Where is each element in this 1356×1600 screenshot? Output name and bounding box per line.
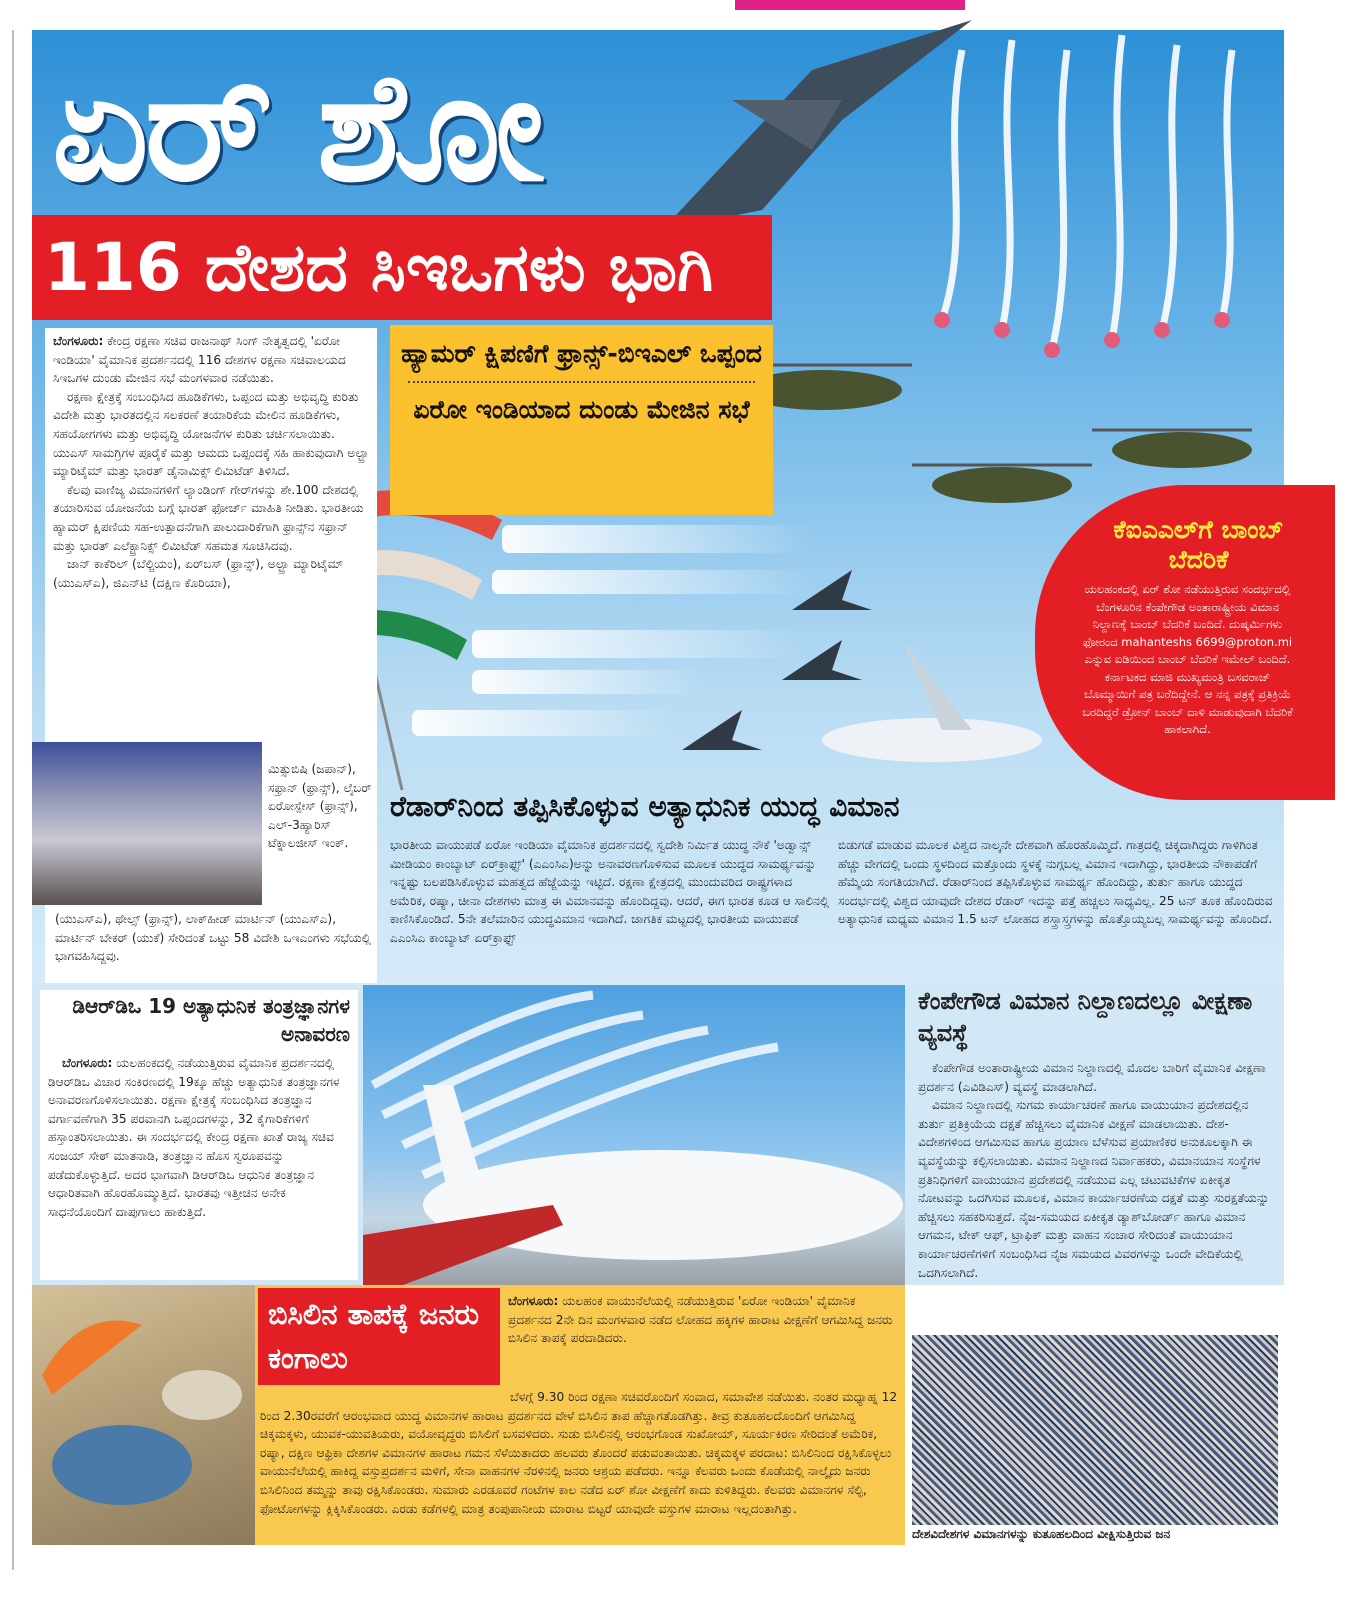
lead-article-tail: (ಯುಎಸ್‌ಎ), ಥೇಲ್ಸ್ (ಫ್ರಾನ್ಸ್), ಲಾಕ್‌ಹೀಡ್ ಮಾರ್ಟಿನ್ (ಯುಎಸ್‌ಎ), ಮಾರ್ಟಿನ್ ಬೇಕರ್ (ಯುಕೆ) ಸೇರಿದಂತೆ ಒಟ್ಟು 58 ವಿದೇಶಿ ಒಇಎಂಗಳು ಸಭೆಯಲ್ಲಿ ಭಾಗವಹಿಸಿದ್ದವು. — [55, 912, 372, 964]
aerobatic-contrails — [902, 30, 1282, 370]
kia-article — [912, 985, 1284, 1335]
highlight-headline: ಹ್ಯಾಮರ್ ಕ್ಷಿಪಣಿಗೆ ಫ್ರಾನ್ಸ್-ಬಿಇಎಲ್ ಒಪ್ಪಂದ — [401, 339, 762, 368]
crowd-photo-caption: ದೇಶವಿದೇಶಗಳ ವಿಮಾನಗಳನ್ನು ಕುತೂಹಲದಿಂದ ವೀಕ್ಷಿಸುತ್ತಿರುವ ಜನ — [912, 1527, 1171, 1541]
drdo-article — [40, 990, 358, 1280]
radar-article-col1: ಭಾರತೀಯ ವಾಯುಪಡೆ ಏರೋ ಇಂಡಿಯಾ ವೈಮಾನಿಕ ಪ್ರದರ್ಶನದಲ್ಲಿ ಸ್ವದೇಶಿ ನಿರ್ಮಿತ ಯುದ್ಧ ನೌಕೆ 'ಅಡ್ವಾನ್ಸ್ ಮೀಡಿಯಂ ಕಾಂಬ್ಯಾಟ್ ಏರ್‌ಕ್ರಾಫ್ಟ್' (ಎಎಂಸಿಎ)ಅನ್ನು ಅನಾವರಣಗೊಳಿಸುವ ಮೂಲಕ ಯುದ್ಧದ ಸಾಮರ್ಥ್ಯವನ್ನು ಇನ್ನಷ್ಟು ಬಲಪಡಿಸಿಕೊಳ್ಳುವ ಮಹತ್ವದ ಹೆಜ್ಜೆಯನ್ನು ಇಟ್ಟಿದೆ. ರಕ್ಷಣಾ ಕ್ಷೇತ್ರದಲ್ಲಿ ಮುಂದುವರಿದ ರಾಷ್ಟ್ರಗಳಾದ ಅಮೆರಿಕ, ರಷ್ಯಾ, ಚೀನಾ ದೇಶಗಳು ಮಾತ್ರ ಈ ವಿಮಾನವನ್ನು ಹೊಂದಿದ್ದವು. ಆದರೆ, ಈಗ ಭಾರತ ಕೂಡ ಆ ಸಾಲಿನಲ್ಲಿ ಕಾಣಿಸಿಕೊಂಡಿದೆ. 5ನೇ ತಲೆಮಾರಿನ ಯುದ್ಧವಿಮಾನ ಇದಾಗಿದೆ. ಜಾಗತಿಕ ಮಟ್ಟದಲ್ಲಿ ಭಾರತೀಯ ವಾಯುಪಡೆ ಎಎಂಸಿಎ ಕಾಂಬ್ಯಾಟ್ ಏರ್‌ಕ್ರಾಫ್ಟ್ — [390, 838, 830, 945]
heat-para: ಯಲಹಂಕ ವಾಯುನೆಲೆಯಲ್ಲಿ ನಡೆಯುತ್ತಿರುವ 'ಏರೋ ಇಂಡಿಯಾ' ವೈಮಾನಿಕ ಪ್ರದರ್ಶನದ 2ನೇ ದಿನ ಮಂಗಳವಾರ ನಡೆದ ಲೋಹದ ಹಕ್ಕಿಗಳ ಹಾರಾಟ ವೀಕ್ಷಣೆಗೆ ಆಗಮಿಸಿದ್ದ ಜನರು ಬಿಸಿಲಿನ ತಾಪಕ್ಕೆ ಪರದಾಡಿದರು. — [508, 1294, 893, 1346]
lead-para: ಕೆಲವು ವಾಣಿಜ್ಯ ವಿಮಾನಗಳಿಗೆ ಲ್ಯಾಂಡಿಂಗ್ ಗೇರ್‌ಗಳನ್ನು ಶೇ.100 ದೇಶದಲ್ಲಿ ತಯಾರಿಸುವ ಯೋಜನೆಯ ಬಗ್ಗೆ ಭಾರತ್ ಫೋರ್ಜ್ ಮಾಹಿತಿ ನೀಡಿತು. ಭಾರತೀಯ ಹ್ಯಾಮರ್ ಕ್ಷಿಪಣಿಯ ಸಹ-ಉತ್ಪಾದನೆಗಾಗಿ ಪಾಲುದಾರಿಕೆಗಾಗಿ ಫ್ರಾನ್ಸ್‌ನ ಸಫ್ರಾನ್ ಮತ್ತು ಭಾರತ್ ಎಲೆಕ್ಟ್ರಾನಿಕ್ಸ್ ಲಿಮಿಟೆಡ್ ಸಹಮತ ಸೂಚಿಸಿದವು. — [53, 482, 364, 553]
radar-article-title: ರೆಡಾರ್‌ನಿಂದ ತಪ್ಪಿಸಿಕೊಳ್ಳುವ ಅತ್ಯಾಧುನಿಕ ಯುದ್ಧ ವಿಮಾನ — [390, 790, 900, 823]
lead-article-side: ಮಿತ್ಸುಬಿಷಿ (ಜಪಾನ್), ಸಫ್ರಾನ್ (ಫ್ರಾನ್ಸ್), ಲೈಬರ್ ಏರೋಸ್ಪೇಸ್ (ಫ್ರಾನ್ಸ್), ಎಲ್-3ಹ್ಯಾರಿಸ್ ಟೆಕ್ನಾಲಜೀಸ್ ಇಂಕ್. — [268, 762, 372, 851]
highlight-box — [390, 325, 773, 515]
people-under-umbrella-photo — [32, 1285, 255, 1545]
drdo-text: ಯಲಹಂಕದಲ್ಲಿ ನಡೆಯುತ್ತಿರುವ ವೈಮಾನಿಕ ಪ್ರದರ್ಶನದಲ್ಲಿ ಡಿಆರ್‌ಡಿಒ ವಿಚಾರ ಸಂಕಿರಣದಲ್ಲಿ 19ಕ್ಕೂ ಹೆಚ್ಚು ಅತ್ಯಾಧುನಿಕ ತಂತ್ರಜ್ಞಾನಗಳ ಅನಾವರಣಗೊಳಿಸಲಾಯಿತು. ರಕ್ಷಣಾ ಕ್ಷೇತ್ರಕ್ಕೆ ಸಂಬಂಧಿಸಿದ ತಂತ್ರಜ್ಞಾನ ವರ್ಗಾವಣೆಗಾಗಿ 35 ಪರವಾನಗಿ ಒಪ್ಪಂದಗಳನ್ನು, 32 ಕೈಗಾರಿಕೆಗಳಿಗೆ ಹಸ್ತಾಂತರಿಸಲಾಯಿತು. ಈ ಸಂದರ್ಭದಲ್ಲಿ ಕೇಂದ್ರ ರಕ್ಷಣಾ ಖಾತೆ ರಾಜ್ಯ ಸಚಿವ ಸಂಜಯ್ ಸೇಠ್ ಮಾತನಾಡಿ, ತಂತ್ರಜ್ಞಾನ ಹೊಸ ಸ್ವರೂಪವನ್ನು ಪಡೆದುಕೊಳ್ಳುತ್ತಿದೆ. ಅದರ ಭಾಗವಾಗಿ ಡಿಆರ್‌ಡಿಒ ಆಧುನಿಕ ತಂತ್ರಜ್ಞಾನ ಆಧಾರಿತವಾಗಿ ಹೊರಹೊಮ್ಮುತ್ತಿದೆ. ಭಾರತವು ಇತ್ತೀಚಿನ ಅನೇಕ ಸಾಧನೆಯೊಂದಿಗೆ ದಾಪುಗಾಲು ಹಾಕುತ್ತಿದೆ. — [48, 1056, 340, 1219]
page-margin-line — [12, 30, 14, 1570]
heat-article-lead — [508, 1292, 903, 1348]
bomb-threat-title: ಕೆಐಎಎಲ್‌ಗೆ ಬಾಂಬ್ ಬೆದರಿಕೆ — [1113, 515, 1284, 574]
heat-para: ಬೆಳಗ್ಗೆ 9.30 ರಿಂದ ರಕ್ಷಣಾ ಸಚಿವರೊಂದಿಗೆ ಸಂವಾದ, ಸಮಾವೇಶ ನಡೆಯಿತು. ನಂತರ ಮಧ್ಯಾಹ್ನ 12 ರಿಂದ 2.30ರವರೆಗೆ ಆರಂಭವಾದ ಯುದ್ಧ ವಿಮಾನಗಳ ಹಾರಾಟ ಪ್ರದರ್ಶನದ ವೇಳೆ ಬಿಸಿಲಿನ ತಾಪ ಹೆಚ್ಚಾಗತೊಡಗಿತ್ತು. ತೀವ್ರ ಕುತೂಹಲದೊಂದಿಗೆ ಆಗಮಿಸಿದ್ದ ಚಿಕ್ಕಮಕ್ಕಳು, ಯುವಕ-ಯುವತಿಯರು, ವಯೋವೃದ್ಧರು ಬಿಸಿಲಿಗೆ ಬಸವಳಿದರು. ಸುಡು ಬಿಸಿಲಿನಲ್ಲಿ ಆರಂಭಗೊಂಡ ಸುಖೋಯ್, ಸೂರ್ಯಕಿರಣ ಸೇರಿದಂತೆ ಅಮೆರಿಕ, ರಷ್ಯಾ, ದಕ್ಷಿಣ ಆಫ್ರಿಕಾ ದೇಶಗಳ ವಿಮಾನಗಳ ಹಾರಾಟ ಗಮನ ಸೆಳೆಯಿತಾದರು ಹಲವರು ತೊಂದರೆ ಪಡುವಂತಾಯಿತು. ಚಿಕ್ಕಮಕ್ಕಳ ಪರದಾಟ: ಬಿಸಿಲಿನಿಂದ ರಕ್ಷಿಸಿಕೊಳ್ಳಲು ವಾಯುನೆಲೆಯಲ್ಲಿ ಹಾಕಿದ್ದ ವಸ್ತುಪ್ರದರ್ಶನ ಮಳಿಗೆ, ಸೇನಾ ವಾಹನಗಳ ನೆರಳಿನಲ್ಲಿ ಜನರು ಆಶ್ರಯ ಪಡೆದರು. ಇನ್ನೂ ಕೆಲವರು ಒಂದು ಕೊಡೆಯಲ್ಲಿ ನಾಲ್ಕೈದು ಜನರು ಬಿಸಿಲಿನಿಂದ ತಮ್ಮನ್ನು ತಾವು ರಕ್ಷಿಸಿಕೊಂಡರು. ಸುಮಾರು ಎರಡೂವರೆ ಗಂಟೆಗಳ ಕಾಲ ನಡೆದ ಏರ್ ಶೋ ವೀಕ್ಷಣೆಗೆ ಕಾದು ಕುಳಿತಿದ್ದರು. ಕೆಲವರು ವಿಮಾನಗಳ ಸೆಲ್ಫಿ, ಫೋಟೋಗಳನ್ನು ಕ್ಲಿಕ್ಕಿಸಿಕೊಂಡರು. ಎರಡು ಕಡೆಗಳಲ್ಲಿ ಮಾತ್ರ ತಂಪುಪಾನೀಯ ಮಾರಾಟ ಬಿಟ್ಟರೆ ಯಾವುದೇ ವಸ್ತುಗಳ ಮಾರಾಟ ಇಲ್ಲದಂತಾಗಿತ್ತು. — [260, 1390, 898, 1516]
radar-article-col2: ಬಿಡುಗಡೆ ಮಾಡುವ ಮೂಲಕ ವಿಶ್ವದ ನಾಲ್ಕನೇ ದೇಶವಾಗಿ ಹೊರಹೊಮ್ಮಿದೆ. ಗಾತ್ರದಲ್ಲಿ ಚಿಕ್ಕದಾಗಿದ್ದರು ಗಾಳಿಗಿಂತ ಹೆಚ್ಚು ವೇಗದಲ್ಲಿ ಒಂದು ಸ್ಥಳದಿಂದ ಮತ್ತೊಂದು ಸ್ಥಳಕ್ಕೆ ನುಗ್ಗಬಲ್ಲ ವಿಮಾನ ಇದಾಗಿದ್ದು, ಭಾರತೀಯ ನೌಕಾಪಡೆಗೆ ಹೆಮ್ಮೆಯ ಸಂಗತಿಯಾಗಿದೆ. ರೆಡಾರ್‌ನಿಂದ ತಪ್ಪಿಸಿಕೊಳ್ಳುವ ಸಾಮರ್ಥ್ಯ ಹೊಂದಿದ್ದು, ತುರ್ತು ಹಾಗೂ ಯುದ್ಧದ ಸಂದರ್ಭದಲ್ಲಿ ವಿಶ್ವದ ಯಾವುದೇ ದೇಶದ ರೆಡಾರ್ ಇದನ್ನು ಪತ್ತೆ ಹಚ್ಚಲು ಸಾಧ್ಯವಿಲ್ಲ. 25 ಟನ್ ತೂಕ ಹೊಂದಿರುವ ಅತ್ಯಾಧುನಿಕ ಮಧ್ಯಮ ವಿಮಾನ 1.5 ಟನ್ ಲೋಹದ ಶಸ್ತ್ರಾಸ್ತ್ರಗಳನ್ನು ಹೊತ್ತೊಯ್ಯಬಲ್ಲ ಸಾಮರ್ಥ್ಯವನ್ನು ಹೊಂದಿದೆ. — [838, 838, 1273, 927]
heat-article-body — [260, 1388, 903, 1518]
highlight-headline: ಏರೋ ಇಂಡಿಯಾದ ದುಂಡು ಮೇಜಿನ ಸಭೆ — [413, 395, 750, 424]
bomb-threat-text: ಯಲಹಂಕದಲ್ಲಿ ಏರ್ ಶೋ ನಡೆಯುತ್ತಿರುವ ಸಂದರ್ಭದಲ್ಲಿ ಬೆಂಗಳೂರಿನ ಕೆಂಪೇಗೌಡ ಅಂತಾರಾಷ್ಟ್ರೀಯ ವಿಮಾನ ನಿಲ್ದಾಣಕ್ಕೆ ಬಾಂಬ್ ಬೆದರಿಕೆ ಬಂದಿದೆ. ದುಷ್ಕರ್ಮಿಗಳು ಫೋರಂದ mahanteshs 6699@proton.mi ಎನ್ನುವ ಐಡಿಯಿಂದ ಬಾಂಬ್ ಬೆದರಿಕೆ ಇಮೇಲ್ ಬಂದಿದೆ. ಕರ್ನಾಟಕದ ಮಾಜಿ ಮುಖ್ಯಮಂತ್ರಿ ಬಸವರಾಜ್ ಬೊಮ್ಮಾಯಿಗೆ ಪತ್ರ ಬರೆದಿದ್ದೇನೆ. ಆ ನನ್ನ ಪತ್ರಕ್ಕೆ ಪ್ರತಿಕ್ರಿಯೆ ಬರದಿದ್ದರೆ ಡ್ರೋನ್ ಬಾಂಬ್ ದಾಳಿ ಮಾಡುವುದಾಗಿ ಬೆದರಿಕೆ ಹಾಕಲಾಗಿದೆ. — [1082, 582, 1293, 736]
divider — [408, 381, 755, 383]
kia-para: ವಿಮಾನ ನಿಲ್ದಾಣದಲ್ಲಿ ಸುಗಮ ಕಾರ್ಯಾಚರಣೆ ಹಾಗೂ ವಾಯುಯಾನ ಪ್ರದೇಶದಲ್ಲಿನ ತುರ್ತು ಪ್ರತಿಕ್ರಿಯೆಯ ದಕ್ಷತೆ ಹೆಚ್ಚಿಸಲು ವೈಮಾನಿಕ ವೀಕ್ಷಣೆ ಮಾಡಲಾಯಿತು. ದೇಶ-ವಿದೇಶಗಳಿಂದ ಆಗಮಿಸುವ ಹಾಗೂ ಪ್ರಯಾಣ ಬೆಳೆಸುವ ಪ್ರಯಾಣಿಕರ ಅನುಕೂಲಕ್ಕಾಗಿ ಈ ವ್ಯವಸ್ಥೆಯನ್ನು ಕಲ್ಪಿಸಲಾಯಿತು. ವಿಮಾನ ನಿಲ್ದಾಣದ ನಿರ್ವಾಹಕರು, ವಿಮಾನಯಾನ ಸಂಸ್ಥೆಗಳ ಪ್ರತಿನಿಧಿಗಳಿಗೆ ವಾಯುಯಾನ ಪ್ರದೇಶದಲ್ಲಿ ನಡೆಯುವ ಎಲ್ಲ ಚಟುವಟಿಕೆಗಳ ಏಕೀಕೃತ ನೋಟವನ್ನು ಒದಗಿಸುವ ಮೂಲಕ, ವಿಮಾನ ಕಾರ್ಯಾಚರಣೆಯ ದಕ್ಷತೆ ಮತ್ತು ಸುರಕ್ಷತೆಯನ್ನು ಹೆಚ್ಚಿಸಲು ಸಹಕರಿಸುತ್ತದೆ. ನೈಜ-ಸಮಯದ ಏಕೀಕೃತ ಡ್ಯಾಶ್‌ಬೋರ್ಡ್ ಹಾಗೂ ವಿಮಾನ ಆಗಮನ, ಟೇಕ್ ಆಫ್, ಟ್ರಾಫಿಕ್ ಮತ್ತು ವಾಹನ ಸಂಚಾರ ಸೇರಿದಂತೆ ವಾಯುಯಾನ ಕಾರ್ಯಾಚರಣೆಗಳಿಗೆ ಸಂಬಂಧಿಸಿದ ನೈಜ ಸಮಯದ ವಿವರಗಳನ್ನು ಒಂದೇ ವೇದಿಕೆಯಲ್ಲಿ ಒದಗಿಸಲಾಗಿದೆ. — [918, 1098, 1270, 1280]
airliner-image — [363, 985, 905, 1285]
kia-para: ಕೆಂಪೇಗೌಡ ಅಂತಾರಾಷ್ಟ್ರೀಯ ವಿಮಾನ ನಿಲ್ದಾಣದಲ್ಲಿ ಮೊದಲ ಬಾರಿಗೆ ವೈಮಾನಿಕ ವೀಕ್ಷಣಾ ಪ್ರದರ್ಶನ (ಎವಿಡಿಎಸ್) ವ್ಯವಸ್ಥೆ ಮಾಡಲಾಗಿದೆ. — [918, 1061, 1266, 1094]
crowd-photo — [912, 1335, 1278, 1525]
dateline: ಬೆಂಗಳೂರು: — [508, 1294, 559, 1308]
dateline: ಬೆಂಗಳೂರು: — [62, 1056, 113, 1070]
top-strip — [735, 0, 965, 10]
dateline: ಬೆಂಗಳೂರು: — [53, 334, 104, 348]
headline-banner: 116 ದೇಶದ ಸಿಇಒಗಳು ಭಾಗಿ — [32, 215, 772, 320]
heat-article-title: ಬಿಸಿಲಿನ ತಾಪಕ್ಕೆ ಜನರು ಕಂಗಾಲು — [258, 1288, 500, 1385]
masthead-title: ಏರ್ ಶೋ — [52, 41, 541, 215]
lead-para: ರಕ್ಷಣಾ ಕ್ಷೇತ್ರಕ್ಕೆ ಸಂಬಂಧಿಸಿದ ಹೂಡಿಕೆಗಳು, ಒಪ್ಪಂದ ಮತ್ತು ಅಭಿವೃದ್ಧಿ ಕುರಿತು ವಿದೇಶಿ ಮತ್ತು ಭಾರತದಲ್ಲಿನ ಸಲಕರಣೆ ತಯಾರಿಕೆಯ ಮೇಲಿನ ಹೂಡಿಕೆಗಳು, ಸಹಯೋಗಗಳು ಮತ್ತು ಅಭಿವೃದ್ಧಿ ಯೋಜನೆಗಳ ಕುರಿತು ಚರ್ಚಿಸಲಾಯಿತು. ಯುಎಸ್ ಸಾಮಗ್ರಿಗಳ ಪೂರೈಕೆ ಮತ್ತು ಆಮದು ಒಪ್ಪಂದಕ್ಕೆ ಸಹಿ ಹಾಕುವುದಾಗಿ ಅಲ್ಟ್ರಾ ಮ್ಯಾರಿಟೈಮ್ ಮತ್ತು ಭಾರತ್ ಡೈನಾಮಿಕ್ಸ್ ಲಿಮಿಟೆಡ್ ತಿಳಿಸಿದೆ. — [53, 389, 369, 479]
bomb-threat-box — [1035, 485, 1335, 800]
drdo-title: ಡಿಆರ್‌ಡಿಒ 19 ಅತ್ಯಾಧುನಿಕ ತಂತ್ರಜ್ಞಾನಗಳ ಅನಾವರಣ — [72, 994, 350, 1046]
lead-para: ಜಾನ್ ಕಾಕೆರಿಲ್ (ಬೆಲ್ಜಿಯಂ), ಏರ್‌ಬಸ್ (ಫ್ರಾನ್ಸ್), ಅಲ್ಟ್ರಾ ಮ್ಯಾರಿಟೈಮ್ (ಯುಎಸ್‌ಎ), ಜಿಎನ್‌ಟಿ (ದಕ್ಷಿಣ ಕೊರಿಯಾ), — [53, 557, 344, 590]
lead-para: ಕೇಂದ್ರ ರಕ್ಷಣಾ ಸಚಿವ ರಾಜನಾಥ್ ಸಿಂಗ್ ನೇತೃತ್ವದಲ್ಲಿ 'ಏರೋ ಇಂಡಿಯಾ' ವೈಮಾನಿಕ ಪ್ರದರ್ಶನದಲ್ಲಿ 116 ದೇಶಗಳ ರಕ್ಷಣಾ ಸಚಿವಾಲಯದ ಸಿಇಒಗಳ ದುಂಡು ಮೇಜಿನ ಸಭೆ ಮಂಗಳವಾರ ನಡೆಯಿತು. — [53, 334, 346, 386]
airliner-photo — [363, 985, 905, 1285]
fighter-formation-and-transport-plane — [672, 550, 1052, 780]
umbrella-image — [32, 1285, 255, 1545]
expo-visitors-photo — [32, 742, 262, 905]
kia-title: ಕೆಂಪೇಗೌಡ ವಿಮಾನ ನಿಲ್ದಾಣದಲ್ಲೂ ವೀಕ್ಷಣಾ ವ್ಯವಸ್ಥೆ — [918, 987, 1253, 1047]
